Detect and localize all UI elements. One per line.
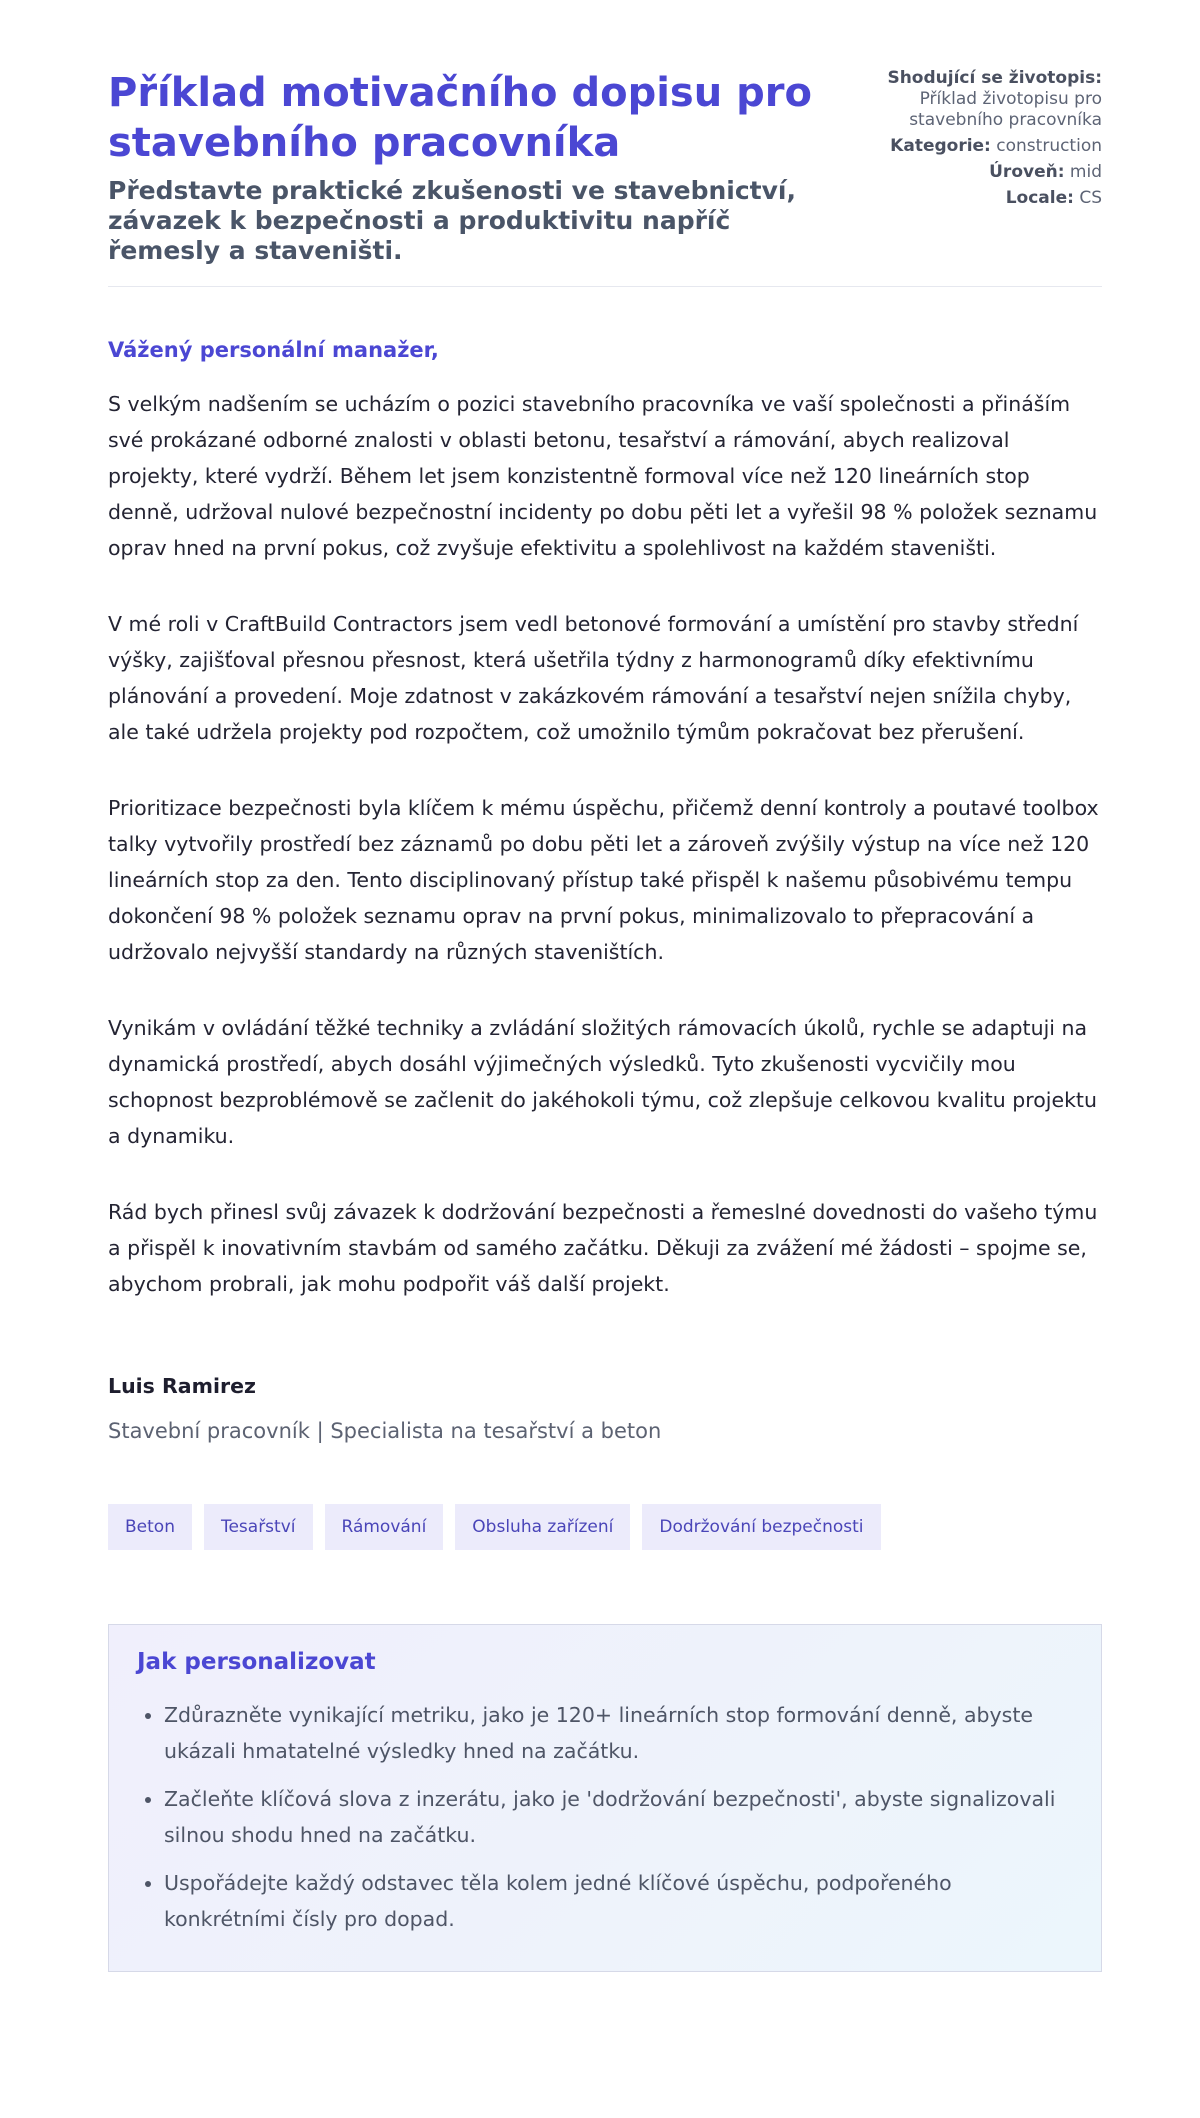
skill-tag: Rámování [325,1504,444,1550]
letter-paragraph: Rád bych přinesl svůj závazek k dodržování bezpečnosti a řemeslné dovednosti do vašeho týmu a přispěl k inovativním stavbám od samého začátku. Děkuji za zvážení mé žádosti – spojme se, abychom probrali, jak mohu podpořit váš další projekt. [108,1200,1098,1296]
signature-role: Stavební pracovník | Specialista na tesařství a beton [108,1419,662,1443]
meta-level [829,162,1102,183]
meta-level-label: Úroveň: [989,162,1065,182]
skill-tags [108,1504,1102,1550]
letter-paragraph: Vynikám v ovládání těžké techniky a zvládání složitých rámovacích úkolů, rychle se adaptuji na dynamická prostředí, abych dosáhl výjimečných výsledků. Tyto zkušenosti vycvičily mou schopnost bezproblémově se začlenit do jakéhokoli týmu, což zlepšuje celkovou kvalitu projektu a dynamiku. [108,1016,1097,1148]
meta-category-label: Kategorie: [890,136,991,156]
skill-tag: Beton [108,1504,192,1550]
letter-paragraph: V mé roli v CraftBuild Contractors jsem vedl betonové formování a umístění pro stavby střední výšky, zajišťoval přesnou přesnost, která ušetřila týdny z harmonogramů díky efektivnímu plánování a provedení. Moje zdatnost v zakázkovém rámování a tesařství nejen snížila chyby, ale také udržela projekty pod rozpočtem, což umožnilo týmům pokračovat bez přerušení. [108,612,1079,744]
letter-paragraph: S velkým nadšením se ucházím o pozici stavebního pracovníka ve vaší společnosti a přináším své prokázané odborné znalosti v oblasti betonu, tesařství a rámování, abych realizoval projekty, které vydrží. Během let jsem konzistentně formoval více než 120 lineárních stop denně, udržoval nulové bezpečnostní incidenty po dobu pěti let a vyřešil 98 % položek seznamu oprav hned na první pokus, což zvyšuje efektivitu a spolehlivost na každém staveništi. [108,392,1098,560]
tip-item: • Zdůrazněte vynikající metriku, jako je 120+ lineárních stop formování denně, abyste ukázali hmatatelné výsledky hned na začátku. [164,1697,1073,1769]
header-divider [108,286,1102,287]
signature-name: Luis Ramirez [108,1374,256,1398]
skill-tag: Dodržování bezpečnosti [642,1504,880,1550]
meta-locale-value: CS [1079,188,1102,208]
meta-category [829,136,1102,157]
header-titles [108,68,829,266]
tip-item: • Začleňte klíčová slova z inzerátu, jako je 'dodržování bezpečnosti', abyste signalizovali silnou shodu hned na začátku. [164,1781,1073,1853]
meta-locale [829,188,1102,209]
meta-matching-resume [829,68,1102,131]
page-title: Příklad motivačního dopisu pro stavebního pracovníka [108,70,812,166]
meta-level-value: mid [1069,162,1102,182]
meta-matching-resume-label: Shodující se životopis: [887,68,1102,88]
skill-tag: Tesařství [204,1504,313,1550]
page-subtitle: Představte praktické zkušenosti ve stavebnictví, závazek k bezpečnosti a produktivitu napříč řemesly a staveništi. [108,176,796,265]
page-header [108,68,1102,266]
tip-item: • Uspořádejte každý odstavec těla kolem jedné klíčové úspěchu, podpořeného konkrétními čísly pro dopad. [164,1865,1073,1937]
tips-list [137,1697,1073,1937]
meta-matching-resume-value: Příklad životopisu pro stavebního pracovníka [909,89,1102,130]
meta-panel [829,68,1102,266]
personalization-tips [108,1624,1102,1972]
letter-paragraph: Prioritizace bezpečnosti byla klíčem k mému úspěchu, přičemž denní kontroly a poutavé toolbox talky vytvořily prostředí bez záznamů po dobu pěti let a zároveň zvýšily výstup na více než 120 lineárních stop za den. Tento disciplinovaný přístup také přispěl k našemu působivému tempu dokončení 98 % položek seznamu oprav na první pokus, minimalizovalo to přepracování a udržovalo nejvyšší standardy na různých staveništích. [108,796,1099,964]
meta-category-value: construction [996,136,1102,156]
letter-content [108,336,1102,1972]
skill-tag: Obsluha zařízení [455,1504,630,1550]
letter-salutation: Vážený personální manažer, [108,338,439,362]
tips-title: Jak personalizovat [137,1649,376,1675]
meta-locale-label: Locale: [1005,188,1074,208]
